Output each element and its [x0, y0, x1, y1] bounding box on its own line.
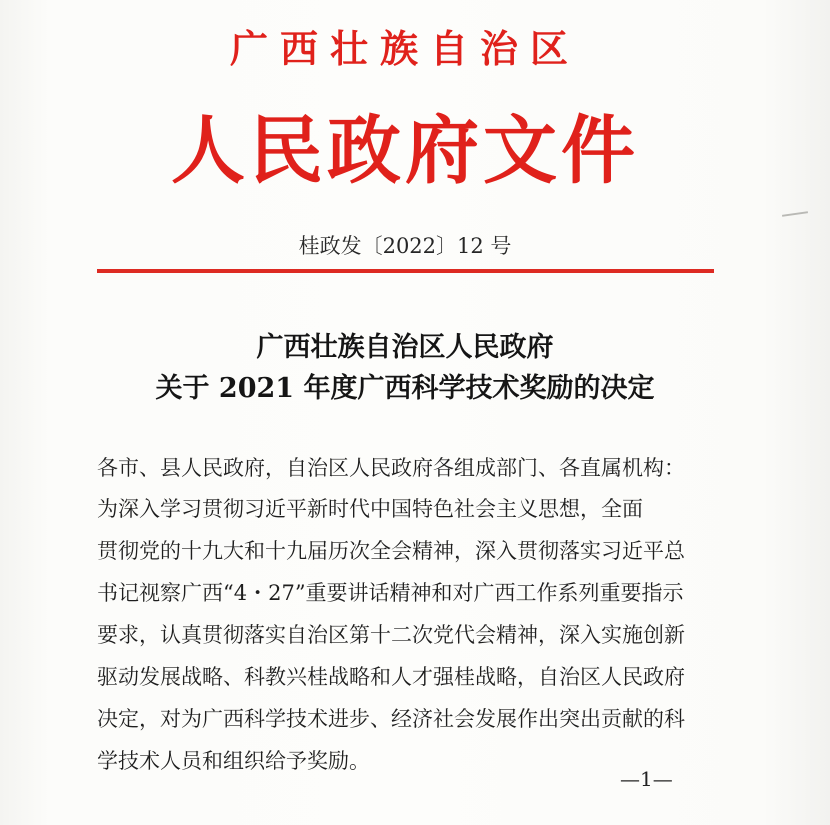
page-number: —1—	[620, 767, 673, 791]
paragraph-line: 驱动发展战略、科教兴桂战略和人才强桂战略，自治区人民政府	[97, 665, 685, 689]
scan-artifact-mark	[782, 211, 808, 217]
document-title-line2: 关于 2021 年度广西科学技术奖励的决定	[155, 373, 655, 404]
paragraph-line: 要求，认真贯彻落实自治区第十二次党代会精神，深入实施创新	[97, 623, 685, 647]
document-type-heading: 人民政府文件	[171, 108, 639, 194]
issuer-name-line: 广西壮族自治区	[229, 26, 580, 71]
salutation: 各市、县人民政府，自治区人民政府各组成部门、各直属机构：	[97, 456, 685, 480]
paragraph-line: 为深入学习贯彻习近平新时代中国特色社会主义思想，全面	[97, 497, 643, 521]
paragraph-line: 书记视察广西“4・27”重要讲话精神和对广西工作系列重要指示	[97, 581, 684, 605]
paragraph-line: 决定，对为广西科学技术进步、经济社会发展作出突出贡献的科	[97, 707, 685, 731]
paragraph-line: 贯彻党的十九大和十九届历次全会精神，深入贯彻落实习近平总	[97, 539, 685, 563]
red-separator-line	[97, 269, 714, 273]
document-number: 桂政发〔2022〕12 号	[298, 234, 512, 258]
paragraph-line: 学技术人员和组织给予奖励。	[97, 749, 370, 773]
document-title-line1: 广西壮族自治区人民政府	[256, 332, 554, 363]
